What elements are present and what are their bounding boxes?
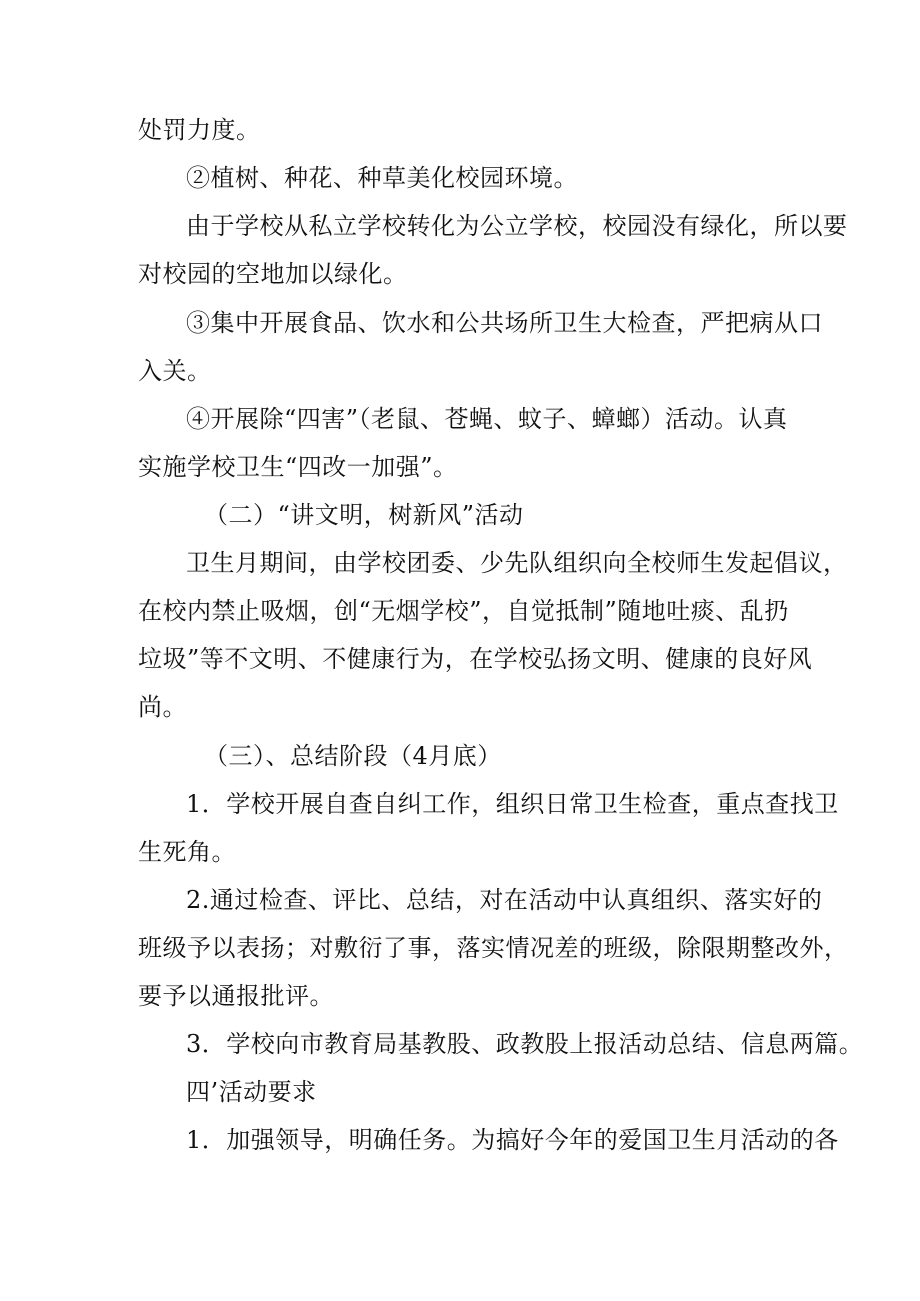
text-line-20: 3．学校向市教育局基教股、政教股上报活动总结、信息两篇。: [186, 1030, 864, 1058]
text-line-19: 要予以通报批评。: [138, 982, 334, 1010]
text-line-5: ③集中开展食品、饮水和公共场所卫生大检查，严把病从口: [186, 309, 823, 337]
text-line-17: 2.通过检查、评比、总结，对在活动中认真组织、落实好的: [186, 886, 823, 914]
text-line-18: 班级予以表扬；对敷衍了事，落实情况差的班级，除限期整改外，: [138, 934, 849, 962]
text-line-4: 对校园的空地加以绿化。: [138, 260, 408, 288]
text-line-10: 卫生月期间，由学校团委、少先队组织向全校师生发起倡议，: [186, 549, 848, 577]
section-heading-4: 四’活动要求: [186, 1078, 317, 1106]
text-line-15: 1．学校开展自查自纠工作，组织日常卫生检查，重点查找卫: [186, 790, 839, 818]
text-line-8: 实施学校卫生“四改一加强”。: [138, 453, 458, 481]
text-line-11: 在校内禁止吸烟，创“无烟学校”，自觉抵制”随地吐痰、乱扔: [138, 597, 789, 625]
text-line-13: 尚。: [138, 693, 187, 721]
section-heading-3: （三）、总结阶段（4月底）: [204, 742, 502, 770]
text-line-12: 垃圾”等不文明、不健康行为，在学校弘扬文明、健康的良好风: [138, 645, 813, 673]
section-heading-2: （二）“讲文明，树新风”活动: [204, 501, 524, 529]
text-line-16: 生死角。: [138, 838, 236, 866]
text-line-7: ④开展除“四害”（老鼠、苍蝇、蚊子、蟑螂）活动。认真: [186, 405, 788, 433]
text-line-3: 由于学校从私立学校转化为公立学校，校园没有绿化，所以要: [186, 212, 848, 240]
text-line-1: 处罚力度。: [138, 116, 261, 144]
text-line-2: ②植树、种花、种草美化校园环境。: [186, 164, 578, 192]
text-line-6: 入关。: [138, 357, 212, 385]
text-line-22: 1．加强领导，明确任务。为搞好今年的爱国卫生月活动的各: [186, 1126, 839, 1154]
